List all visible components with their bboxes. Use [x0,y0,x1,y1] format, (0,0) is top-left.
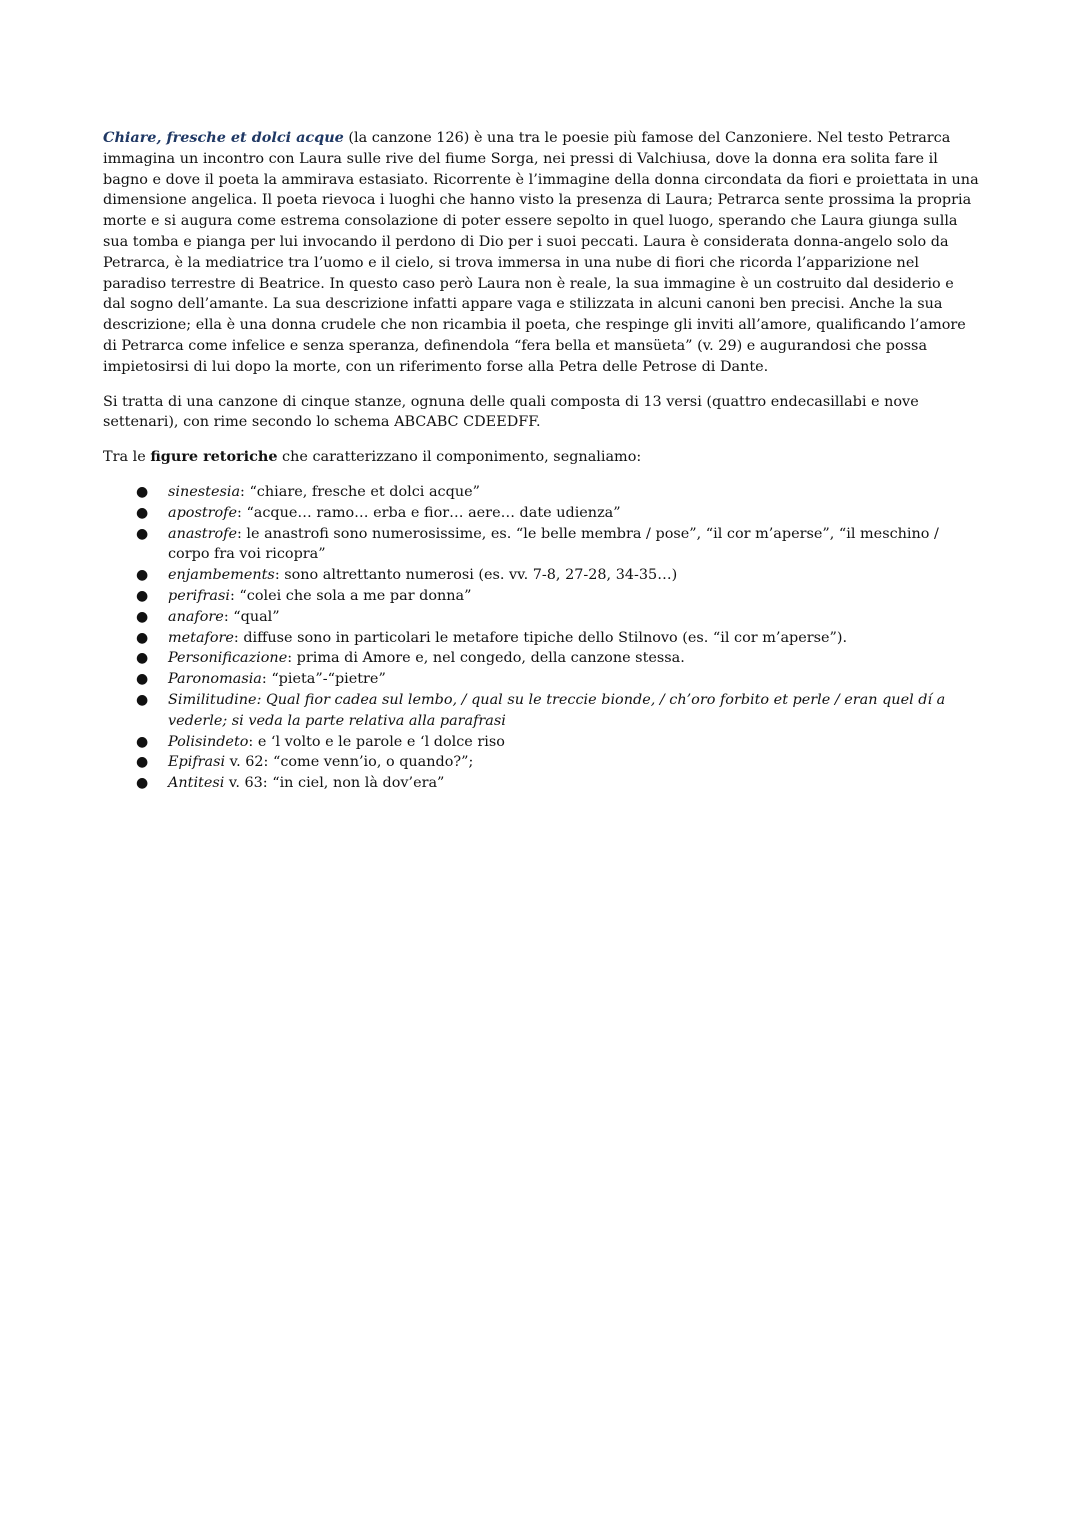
figure-term: sinestesia [168,483,241,500]
figure-text: : “chiare, fresche et dolci acque” [240,483,480,500]
bullet-icon: ● [136,608,149,625]
figure-term: apostrofe [168,504,238,521]
structure-paragraph: Si tratta di una canzone di cinque stanze, ognuna delle quali composta di 13 versi (quattro endecasillabi e nove settenari), con rime secondo lo schema ABCABC CDEEDFF. [103,393,919,431]
list-item [103,524,980,566]
figure-term: anastrofe [168,525,237,542]
figure-text: : e ‘l volto e le parole e ‘l dolce riso [248,733,505,750]
figure-text: : “qual” [223,608,280,625]
figure-text: : prima di Amore e, nel congedo, della canzone stessa. [287,650,685,667]
list-item [103,628,980,649]
figure-term: enjambements [168,567,275,584]
figure-text: : sono altrettanto numerosi (es. vv. 7-8, 27-28, 34-35…) [274,567,678,584]
figure-term: Epifrasi [168,754,226,771]
figure-text: v. 62: “come venn’io, o quando?”; [225,754,474,771]
list-item [103,482,980,503]
figure-text: : “pieta”-“pietre” [261,671,386,688]
list-item [103,669,980,690]
figures-intro-bold: figure retoriche [150,448,278,466]
figures-intro-paragraph [103,447,980,468]
list-item [103,607,980,628]
figure-term: Polisindeto [168,733,249,750]
figures-intro-before: Tra le [103,449,151,466]
bullet-icon: ● [136,733,149,750]
figure-text: : diffuse sono in particolari le metafore tipiche dello Stilnovo (es. “il cor m’aperse”). [233,629,848,646]
bullet-icon: ● [136,775,149,792]
figures-intro-after: che caratterizzano il componimento, segnaliamo: [277,449,642,466]
document-page [103,128,980,794]
bullet-icon: ● [136,504,149,521]
list-item [103,586,980,607]
list-item [103,773,980,794]
figures-list [103,482,980,794]
figure-text: : “acque… ramo… erba e fior… aere… date udienza” [237,504,621,521]
figure-term: anafore [168,608,224,625]
bullet-icon: ● [136,754,149,771]
figure-term: Personificazione [168,650,288,667]
list-item [103,565,980,586]
bullet-icon: ● [136,650,149,667]
poem-title: Chiare, fresche et dolci acque [103,129,344,146]
list-item [103,648,980,669]
list-item [103,732,980,753]
figure-term: Antitesi [168,775,225,792]
bullet-icon: ● [136,691,149,708]
figure-term: metafore [168,629,234,646]
figure-term: Paronomasia [168,671,262,688]
bullet-icon: ● [136,567,149,584]
bullet-icon: ● [136,587,149,604]
figure-term: perifrasi [168,587,230,604]
bullet-icon: ● [136,483,149,500]
figure-text: : le anastrofi sono numerosissime, es. “le belle membra / pose”, “il cor m’aperse”, “il meschino / corpo fra voi ricopra” [168,525,939,563]
intro-paragraph [103,128,980,378]
bullet-icon: ● [136,629,149,646]
list-item [103,690,980,732]
bullet-icon: ● [136,671,149,688]
bullet-icon: ● [136,525,149,542]
figure-term: Similitudine: Qual fior cadea sul lembo, / qual su le treccie bionde, / ch’oro forbito et perle / eran quel dí a vederle; si veda la parte relativa alla parafrasi [168,691,946,729]
list-item [103,752,980,773]
intro-text: (la canzone 126) è una tra le poesie più famose del Canzoniere. Nel testo Petrarca immagina un incontro con Laura sulle rive del fiume Sorga, nei pressi di Valchiusa, dove la donna era solita fare il bagno e dove il poeta la ammirava estasiato. Ricorrente è l’immagine della donna circondata da fiori e proiettata in una dimensione angelica. Il poeta rievoca i luoghi che hanno visto la presenza di Laura; Petrarca sente prossima la propria morte e si augura come estrema consolazione di poter essere sepolto in quel luogo, sperando che Laura giunga sulla sua tomba e pianga per lui invocando il perdono di Dio per i suoi peccati. Laura è considerata donna-angelo solo da Petrarca, è la mediatrice tra l’uomo e il cielo, si trova immersa in una nube di fiori che ricorda l’apparizione nel paradiso terrestre di Beatrice. In questo caso però Laura non è reale, la sua immagine è un costruito dal desiderio e dal sogno dell’amante. La sua descrizione infatti appare vaga e stilizzata in alcuni canoni ben precisi. Anche la sua descrizione; ella è una donna crudele che non ricambia il poeta, che respinge gli inviti all’amore, qualificando l’amore di Petrarca come infelice e senza speranza, definendola “fera bella et mansüeta” (v. 29) e augurandosi che possa impietosirsi di lui dopo la morte, con un riferimento forse alla Petra delle Petrose di Dante. [103,130,979,375]
figure-text: v. 63: “in ciel, non là dov’era” [224,775,445,792]
list-item [103,503,980,524]
figure-text: : “colei che sola a me par donna” [229,587,472,604]
